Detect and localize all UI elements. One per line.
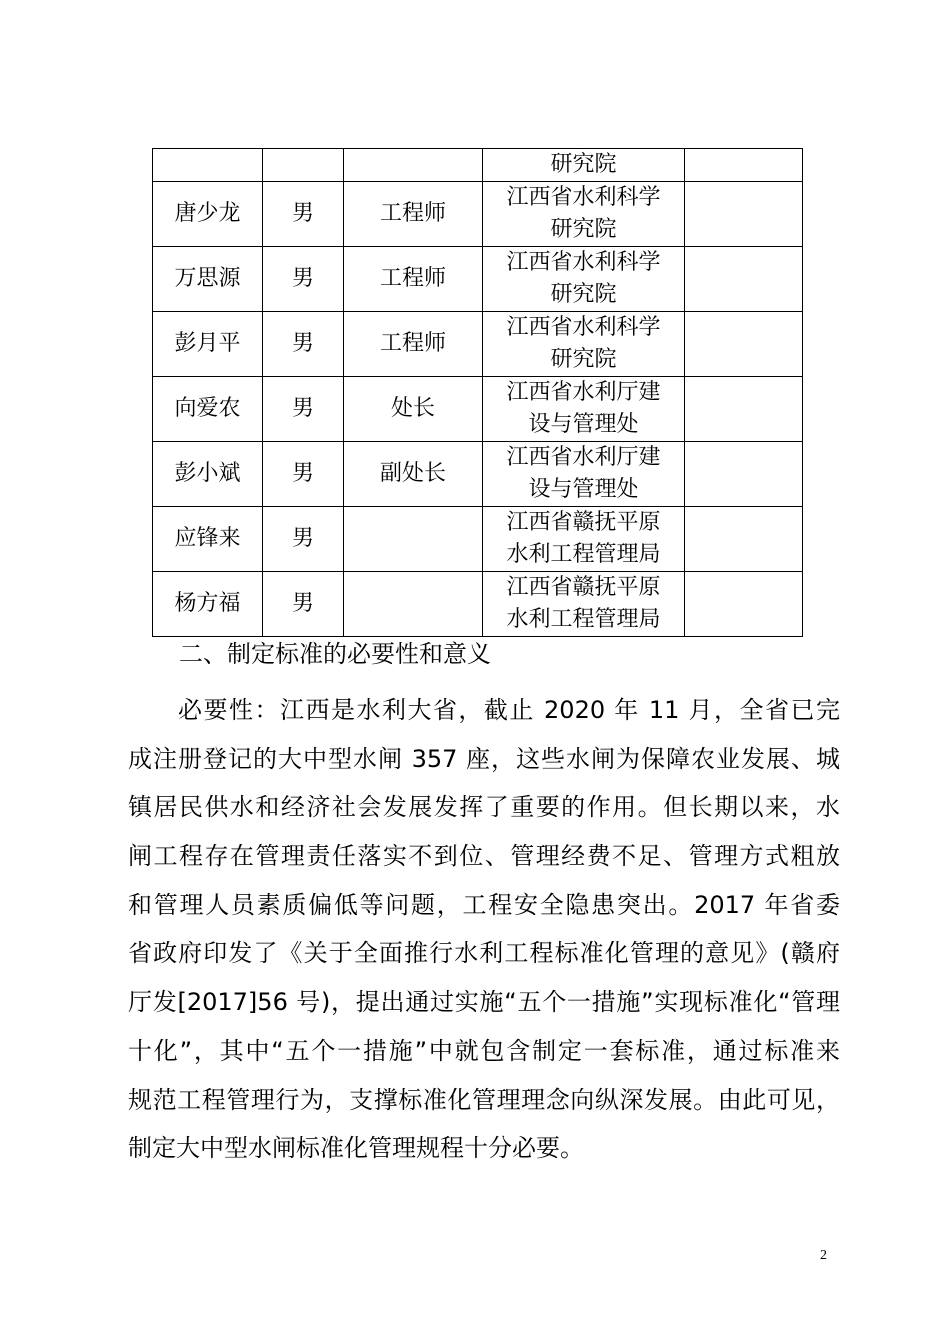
- unit-line: 研究院: [550, 347, 617, 372]
- note-cell: [685, 572, 803, 637]
- table-row: [153, 507, 803, 572]
- unit-line: 江西省水利厅建: [506, 445, 661, 470]
- table-row: [153, 442, 803, 507]
- table-row: [153, 247, 803, 312]
- name-cell: 唐少龙: [153, 182, 263, 247]
- title-cell: 处长: [344, 377, 483, 442]
- name-cell: 杨方福: [153, 572, 263, 637]
- gender-cell: 男: [263, 182, 344, 247]
- title-cell: 工程师: [344, 247, 483, 312]
- unit-line: 江西省水利科学: [506, 185, 661, 210]
- title-cell: [344, 572, 483, 637]
- note-cell: [685, 377, 803, 442]
- body-paragraph: [128, 686, 840, 1173]
- title-cell: 副处长: [344, 442, 483, 507]
- title-cell: 工程师: [344, 312, 483, 377]
- paragraph-line: 闸工程存在管理责任落实不到位、管理经费不足、管理方式粗放: [128, 842, 840, 871]
- note-cell: [685, 312, 803, 377]
- gender-cell: 男: [263, 507, 344, 572]
- unit-cell: [483, 572, 685, 637]
- note-cell: [685, 442, 803, 507]
- gender-cell: 男: [263, 572, 344, 637]
- paragraph-line: 制定大中型水闸标准化管理规程十分必要。: [128, 1134, 584, 1163]
- unit-line: 设与管理处: [528, 412, 639, 437]
- unit-line: 研究院: [550, 217, 617, 242]
- unit-line: 水利工程管理局: [506, 542, 661, 567]
- note-cell: [685, 149, 803, 182]
- name-cell: 应锋来: [153, 507, 263, 572]
- unit-cell: 研究院: [483, 149, 685, 182]
- unit-cell: [483, 507, 685, 572]
- unit-line: 江西省赣抚平原: [506, 510, 661, 535]
- gender-cell: 男: [263, 247, 344, 312]
- gender-cell: 男: [263, 442, 344, 507]
- paragraph-line: 规范工程管理行为，支撑标准化管理理念向纵深发展。由此可见，: [128, 1085, 840, 1114]
- title-cell: 工程师: [344, 182, 483, 247]
- title-cell: [344, 507, 483, 572]
- section-heading: 二、制定标准的必要性和意义: [179, 640, 491, 668]
- gender-cell: 男: [263, 377, 344, 442]
- table-row: [153, 182, 803, 247]
- unit-line: 江西省赣抚平原: [506, 575, 661, 600]
- table-row: [153, 149, 803, 182]
- note-cell: [685, 182, 803, 247]
- note-cell: [685, 247, 803, 312]
- gender-cell: 男: [263, 312, 344, 377]
- table-row: [153, 312, 803, 377]
- unit-line: 江西省水利科学: [506, 315, 661, 340]
- gender-cell: [263, 149, 344, 182]
- paragraph-line: 成注册登记的大中型水闸 357 座，这些水闸为保障农业发展、城: [128, 744, 840, 773]
- paragraph-line: 厅发[2017]56 号)，提出通过实施“五个一措施”实现标准化“管理: [128, 988, 840, 1017]
- unit-line: 江西省水利厅建: [506, 380, 661, 405]
- unit-line: 江西省水利科学: [506, 250, 661, 275]
- table-row: [153, 572, 803, 637]
- unit-cell: [483, 182, 685, 247]
- name-cell: [153, 149, 263, 182]
- paragraph-line: 省政府印发了《关于全面推行水利工程标准化管理的意见》(赣府: [128, 939, 840, 968]
- name-cell: 彭月平: [153, 312, 263, 377]
- paragraph-line: 十化”，其中“五个一措施”中就包含制定一套标准，通过标准来: [128, 1036, 840, 1065]
- paragraph-line: 必要性：江西是水利大省，截止 2020 年 11 月，全省已完: [178, 696, 840, 724]
- unit-line: 设与管理处: [528, 477, 639, 502]
- members-table: [152, 148, 803, 637]
- note-cell: [685, 507, 803, 572]
- page-number: 2: [820, 1248, 827, 1263]
- unit-cell: [483, 312, 685, 377]
- name-cell: 向爱农: [153, 377, 263, 442]
- unit-line: 水利工程管理局: [506, 607, 661, 632]
- name-cell: 彭小斌: [153, 442, 263, 507]
- unit-cell: [483, 377, 685, 442]
- paragraph-line: 镇居民供水和经济社会发展发挥了重要的作用。但长期以来，水: [128, 793, 840, 822]
- unit-cell: [483, 247, 685, 312]
- title-cell: [344, 149, 483, 182]
- table-row: [153, 377, 803, 442]
- name-cell: 万思源: [153, 247, 263, 312]
- paragraph-line: 和管理人员素质偏低等问题，工程安全隐患突出。2017 年省委: [128, 890, 840, 919]
- unit-cell: [483, 442, 685, 507]
- unit-line: 研究院: [550, 282, 617, 307]
